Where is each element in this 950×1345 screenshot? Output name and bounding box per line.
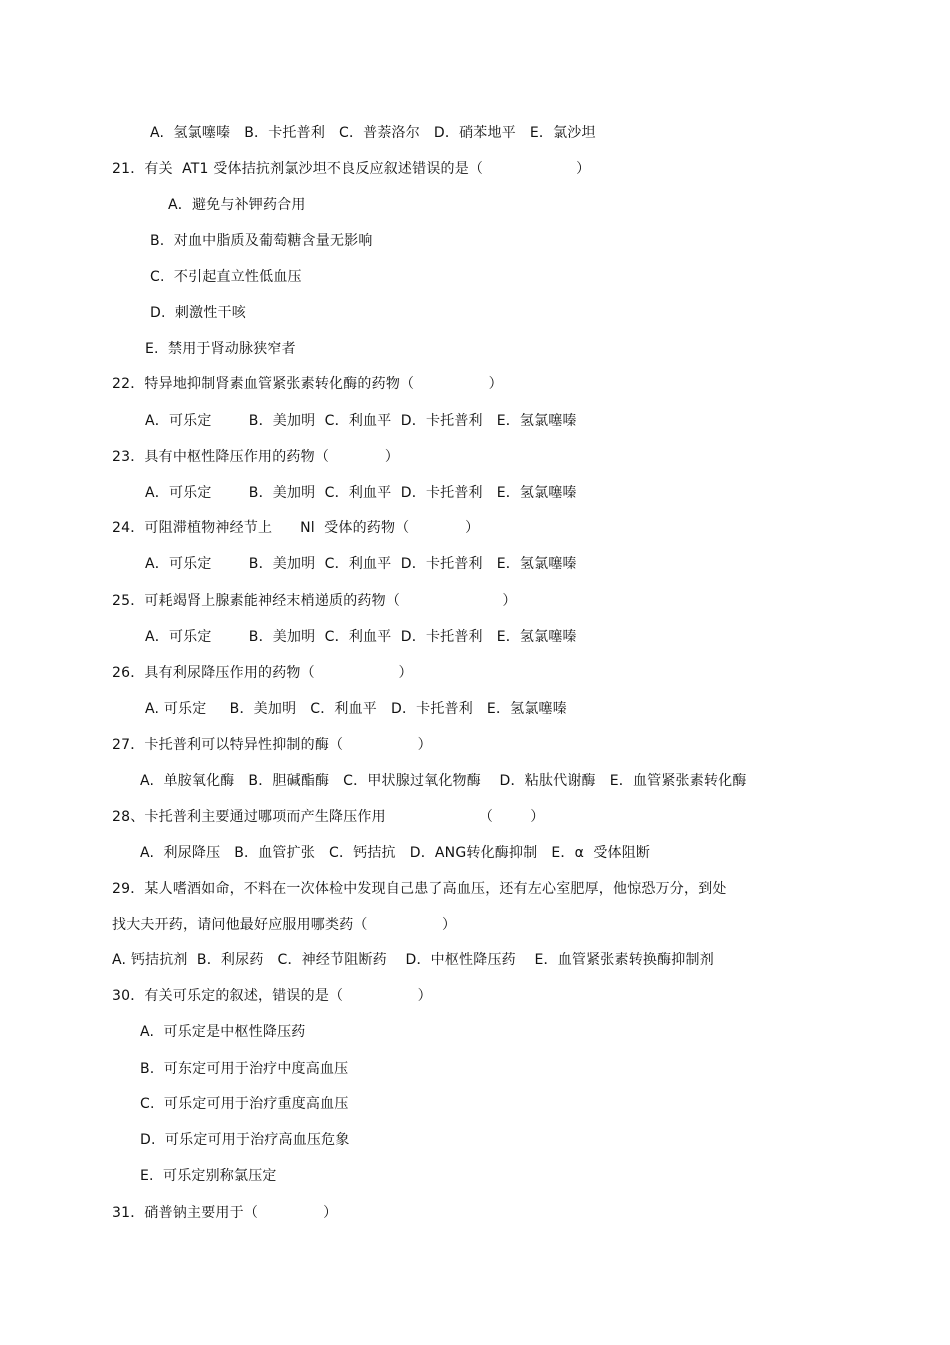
- q21-option-a: A．避免与补钾药合用: [168, 197, 306, 213]
- q21-option-b: B. 对血中脂质及葡萄糖含量无影响: [150, 233, 373, 249]
- q30-option-b: B. 可东定可用于治疗中度高血压: [140, 1061, 349, 1077]
- q23-stem: 23．具有中枢性降压作用的药物（ ）: [112, 449, 400, 465]
- q21-option-d: D. 刺激性干咳: [150, 305, 246, 321]
- q28-options: A. 利尿降压 B．血管扩张 C．钙拮抗 D．ANG转化酶抑制 E．α 受体阻断: [140, 845, 651, 861]
- q25-stem: 25．可耗竭肾上腺素能神经末梢递质的药物（ ）: [112, 593, 517, 609]
- q27-options: A. 单胺氧化酶 B．胆碱酯酶 C．甲状腺过氧化物酶 D．粘肽代谢酶 E．血管紧张素转化酶: [140, 773, 747, 789]
- q24-stem: 24．可阻滞植物神经节上 Nl 受体的药物（ ）: [112, 520, 480, 536]
- q24-options: A．可乐定 B．美加明 C．利血平 D．卡托普利 E．氢氯噻嗪: [145, 556, 577, 572]
- q28-stem: 28、卡托普利主要通过哪项而产生降压作用 （ ）: [112, 809, 545, 825]
- q30-option-a: A. 可乐定是中枢性降压药: [140, 1024, 306, 1040]
- q30-option-d: D. 可乐定可用于治疗高血压危象: [140, 1132, 350, 1148]
- q26-stem: 26．具有利尿降压作用的药物（ ）: [112, 665, 413, 681]
- q22-stem: 22．特异地抑制肾素血管紧张素转化酶的药物（ ）: [112, 376, 503, 392]
- q22-options: A．可乐定 B．美加明 C．利血平 D．卡托普利 E．氢氯噻嗪: [145, 413, 577, 429]
- q29-stem-line2: 找大夫开药，请问他最好应服用哪类药（ ）: [112, 917, 457, 933]
- q29-options: A. 钙拮抗剂 B．利尿药 C．神经节阻断药 D．中枢性降压药 E．血管紧张素转换酶抑制剂: [112, 952, 714, 968]
- q29-stem-line1: 29．某人嗜酒如命，不料在一次体检中发现自己患了高血压，还有左心室肥厚，他惊恐万分，到处: [112, 881, 727, 897]
- q21-stem: 21．有关 AT1 受体拮抗剂氯沙坦不良反应叙述错误的是（ ）: [112, 161, 591, 177]
- q26-options: A. 可乐定 B．美加明 C．利血平 D．卡托普利 E．氢氯噻嗪: [145, 701, 567, 717]
- q30-option-c: C. 可乐定可用于治疗重度高血压: [140, 1096, 349, 1112]
- q27-stem: 27．卡托普利可以特异性抑制的酶（ ）: [112, 737, 432, 753]
- q23-options: A．可乐定 B．美加明 C．利血平 D．卡托普利 E．氢氯噻嗪: [145, 485, 577, 501]
- q20-options: A. 氢氯噻嗪 B．卡托普利 C．普萘洛尔 D．硝苯地平 E．氯沙坦: [150, 125, 596, 141]
- q21-option-c: C. 不引起直立性低血压: [150, 269, 302, 285]
- q25-options: A．可乐定 B．美加明 C．利血平 D．卡托普利 E．氢氯噻嗪: [145, 629, 577, 645]
- q30-option-e: E. 可乐定别称氯压定: [140, 1168, 277, 1184]
- q30-stem: 30．有关可乐定的叙述，错误的是（ ）: [112, 988, 432, 1004]
- q31-stem: 31．硝普钠主要用于（ ）: [112, 1205, 338, 1221]
- q21-option-e: E. 禁用于肾动脉狭窄者: [145, 341, 296, 357]
